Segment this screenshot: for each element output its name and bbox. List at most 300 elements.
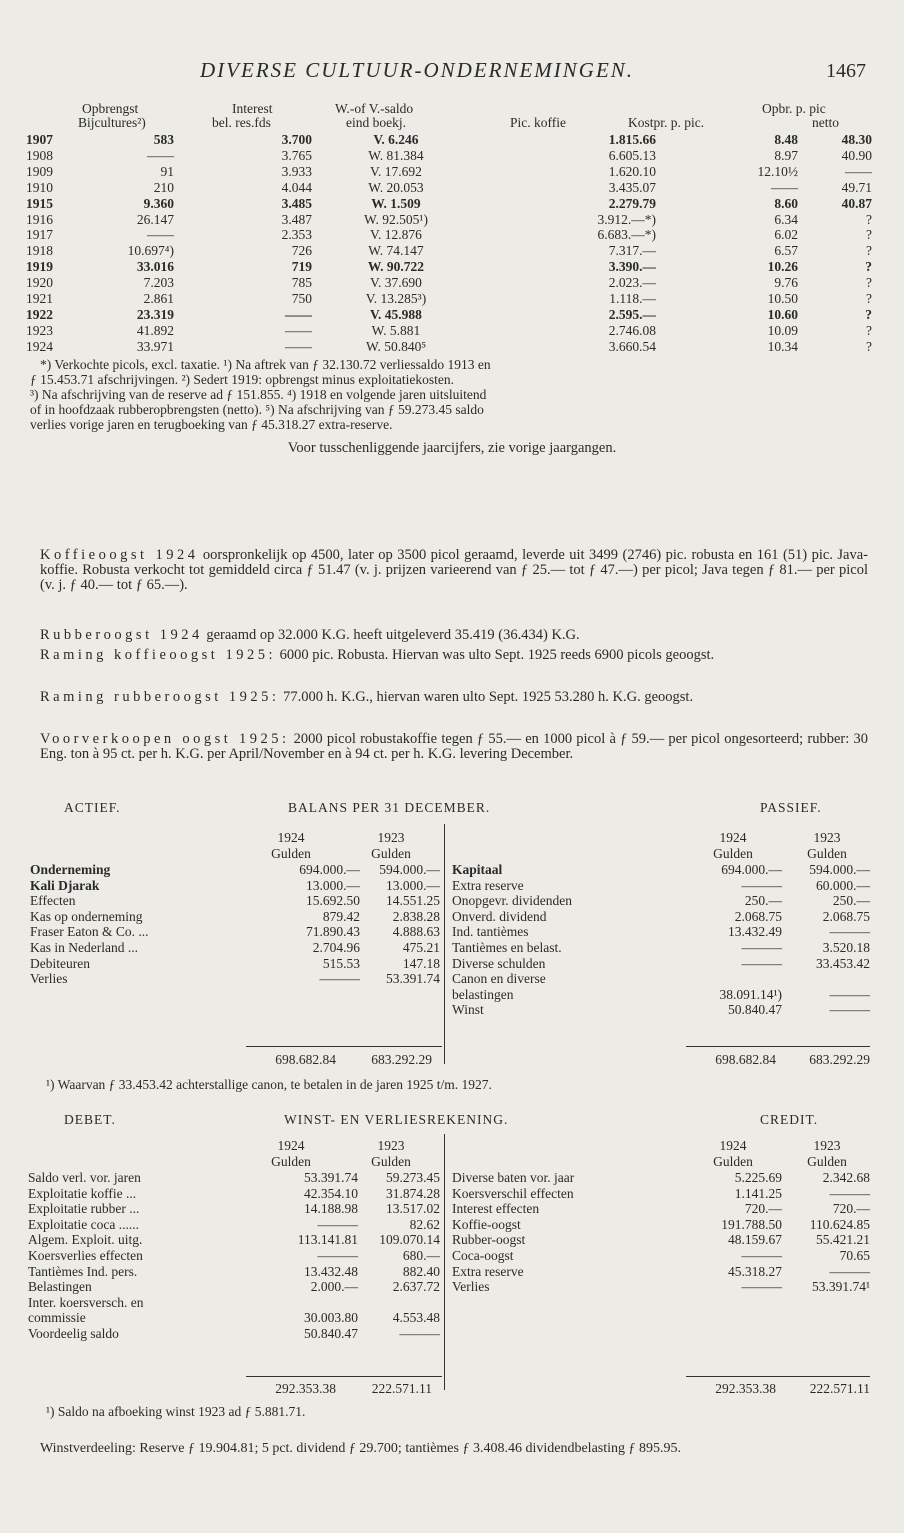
cell-value-year-b: ——— [829, 986, 870, 1002]
cell-kostprijs: 10.26 [767, 259, 798, 275]
cell-saldo: W. 74.147 [368, 243, 424, 259]
table-row [452, 1002, 870, 1018]
cell-label: commissie [28, 1310, 86, 1326]
cell-value-year-a: 2.704.96 [312, 939, 360, 955]
cell-bijcultures: —— [147, 147, 174, 163]
cell-label: Interest effecten [452, 1201, 540, 1217]
cell-label: Voordeelig saldo [28, 1325, 119, 1341]
table-row [30, 924, 440, 940]
cell-label: Extra reserve [452, 1263, 524, 1279]
balans-year-b: 1923 [377, 830, 405, 845]
col-head-bel-res: bel. res.fds [212, 115, 271, 130]
table-row [26, 196, 872, 212]
cell-pic-koffie: 1.118.— [609, 291, 656, 307]
cell-value-year-a: 250.— [744, 893, 782, 909]
cell-interest: 726 [291, 243, 312, 259]
cell-label: Verlies [30, 971, 68, 987]
cell-value-year-b: 31.874.28 [386, 1185, 440, 1201]
cell-kostprijs: 6.34 [774, 211, 798, 227]
cell-value-year-b [358, 1295, 440, 1311]
cell-interest: —— [285, 322, 312, 338]
table-row [26, 212, 872, 228]
winst-total-right-b: 222.571.11 [809, 1381, 870, 1396]
cell-saldo: W. 92.505¹) [364, 211, 428, 227]
cell-kostprijs: —— [771, 179, 798, 195]
cell-saldo: V. 17.692 [370, 163, 422, 179]
cell-value-year-b: 147.18 [402, 955, 440, 971]
cell-label: Canon en diverse [452, 971, 546, 987]
cell-label: Coca-oogst [452, 1247, 514, 1263]
cell-value-year-b: ——— [829, 1002, 870, 1018]
table-row [452, 909, 870, 925]
footnote-line: of in hoofdzaak rubberopbrengsten (netto). ⁵) Na afschrijving van ƒ 59.273.45 saldo [30, 402, 484, 417]
table-row [452, 940, 870, 956]
cell-value-year-b: 60.000.— [816, 877, 870, 893]
cell-value-year-a: 53.391.74 [304, 1170, 358, 1185]
balans-year-a: 1924 [277, 830, 305, 845]
cell-value-year-b: 882.40 [402, 1263, 440, 1279]
cell-value-year-a: ——— [741, 877, 782, 893]
balans-footnote: ¹) Waarvan ƒ 33.453.42 achterstallige canon, te betalen in de jaren 1925 t/m. 1927. [46, 1077, 492, 1092]
paragraph-text: geraamd op 32.000 K.G. heeft uitgeleverd 35.419 (36.434) K.G. [202, 627, 580, 643]
page-title: DIVERSE CULTUUR-ONDERNEMINGEN. [200, 58, 635, 82]
paragraph-text: oorspronkelijk op 4500, later op 3500 picol geraamd, leverde uit 3499 (2746) pic. robusta en 161 (51) pic. Java-koffie. Robusta verkocht tot gemiddeld circa ƒ 51.47 (v. j. prijzen varieerend van ƒ 25.— tot ƒ 47.—) per picol; Java tegen ƒ 81.— per picol (v. j. ƒ 40.— tot ƒ 65.—). [40, 547, 868, 594]
cell-bijcultures: 91 [160, 163, 174, 179]
cell-bijcultures: 10.697⁴) [127, 243, 174, 259]
cell-value-year-a: 13.432.48 [304, 1263, 358, 1279]
winstverdeeling: Winstverdeeling: Reserve ƒ 19.904.81; 5 pct. dividend ƒ 29.700; tantièmes ƒ 3.408.46 dividendbelasting ƒ 895.95. [40, 1441, 682, 1456]
balans-year-b-right: 1923 [813, 830, 841, 845]
winst-left-title: DEBET. [64, 1112, 116, 1127]
cell-value-year-b [782, 971, 870, 987]
winst-title: WINST- EN VERLIESREKENING. [284, 1112, 509, 1127]
winst-credit-table [452, 1170, 870, 1295]
cell-year: 1909 [26, 163, 53, 179]
table-row [28, 1279, 440, 1295]
table-row [26, 275, 872, 291]
cell-bijcultures: 23.319 [136, 306, 174, 322]
winst-debet-table [28, 1170, 440, 1342]
cell-value-year-a: ——— [741, 1247, 782, 1263]
cell-label: Onverd. dividend [452, 908, 547, 924]
cell-pic-koffie: 6.605.13 [608, 147, 656, 163]
cell-pic-koffie: 2.023.— [608, 275, 656, 291]
cell-opbrengst-netto: ? [866, 275, 872, 291]
col-head-interest: Interest [232, 101, 273, 116]
cell-pic-koffie: 2.595.— [608, 306, 656, 322]
table-row [452, 1170, 870, 1186]
balans-right-title: PASSIEF. [760, 800, 822, 815]
cell-pic-koffie: 3.660.54 [608, 338, 656, 354]
cell-year: 1910 [26, 179, 53, 195]
paragraph-text: 2000 picol robustakoffie tegen ƒ 55.— en 1000 picol à ƒ 59.— per picol ongesorteerd; rubber: 30 Eng. ton à 95 ct. per h. K.G. per April/November en à 94 ct. per h. K.G. levering December. [40, 731, 868, 763]
cell-pic-koffie: 2.746.08 [608, 322, 656, 338]
cell-value-year-a: 113.141.81 [297, 1232, 358, 1248]
cell-value-year-a: ——— [317, 1247, 358, 1263]
balans-unit-a-right: Gulden [713, 846, 753, 861]
cell-kostprijs: 9.76 [774, 275, 798, 291]
cell-interest: 3.765 [281, 147, 312, 163]
paragraph-lead: Koffieoogst 1924 [40, 547, 199, 563]
table-row [452, 1201, 870, 1217]
cell-value-year-b: 2.068.75 [822, 908, 870, 924]
table-row [28, 1295, 440, 1311]
paragraph-voorverkoopen [40, 732, 868, 762]
cell-value-year-b: ——— [399, 1325, 440, 1341]
table-row [452, 878, 870, 894]
cell-value-year-a: 694.000.— [299, 862, 360, 877]
intermediate-note: Voor tusschenliggende jaarcijfers, zie vorige jaargangen. [287, 440, 617, 456]
cell-value-year-b: ——— [829, 1185, 870, 1201]
cell-kostprijs: 8.60 [774, 195, 798, 211]
table-row [28, 1217, 440, 1233]
table-row [26, 291, 872, 307]
winst-total-right-a: 292.353.38 [715, 1381, 776, 1396]
cell-value-year-a: 13.000.— [306, 877, 360, 893]
cell-value-year-b: 720.— [832, 1201, 870, 1217]
paragraph-text: 6000 pic. Robusta. Hiervan was ulto Sept. 1925 reeds 6900 picols geoogst. [275, 647, 715, 663]
table-row [452, 924, 870, 940]
cell-saldo: W. 50.840⁵ [365, 338, 427, 354]
cell-label: Ind. tantièmes [452, 924, 529, 940]
cell-year: 1920 [26, 275, 53, 291]
winst-total-rule-right [686, 1376, 870, 1377]
winst-year-a-right: 1924 [719, 1138, 747, 1153]
cell-saldo: V. 37.690 [370, 275, 422, 291]
table-row [452, 956, 870, 972]
table-row [28, 1186, 440, 1202]
cell-bijcultures: 33.016 [136, 259, 174, 275]
footnote-line: verlies vorige jaren en terugboeking van ƒ 45.318.27 extra-reserve. [30, 417, 393, 432]
col-head-opbrengst: Opbrengst [82, 101, 139, 116]
cell-interest: —— [285, 306, 312, 322]
cell-kostprijs: 6.02 [774, 227, 798, 243]
balans-left-title: ACTIEF. [64, 800, 121, 815]
cell-year: 1918 [26, 243, 53, 259]
winst-total-left-a: 292.353.38 [275, 1381, 336, 1396]
cell-saldo: W. 20.053 [368, 179, 424, 195]
cell-value-year-a: 5.225.69 [734, 1170, 782, 1185]
cell-value-year-b: 4.888.63 [392, 924, 440, 940]
footnote-line: *) Verkochte picols, excl. taxatie. ¹) Na aftrek van ƒ 32.130.72 verliessaldo 1913 en [40, 357, 491, 372]
cell-label: Fraser Eaton & Co. ... [30, 924, 149, 940]
cell-bijcultures: 41.892 [136, 322, 174, 338]
page-number: 1467 [826, 60, 866, 82]
cell-value-year-a: 694.000.— [721, 862, 782, 877]
cell-interest: 3.487 [281, 211, 312, 227]
cell-value-year-b: 594.000.— [379, 862, 440, 877]
table-row [452, 862, 870, 878]
table-row [452, 1186, 870, 1202]
cell-bijcultures: 26.147 [136, 211, 174, 227]
production-table [26, 132, 872, 355]
cell-interest: 785 [291, 275, 312, 291]
paragraph-lead: Raming koffieoogst 1925: [40, 647, 276, 663]
cell-value-year-b: 82.62 [409, 1216, 440, 1232]
paragraph-lead: Voorverkoopen oogst 1925: [40, 731, 290, 747]
cell-bijcultures: 9.360 [143, 195, 174, 211]
table-row [28, 1310, 440, 1326]
winst-unit-a: Gulden [271, 1154, 311, 1169]
cell-saldo: V. 45.988 [370, 306, 422, 322]
cell-value-year-b: 4.553.48 [392, 1310, 440, 1326]
col-head-bijcultures: Bijcultures²) [78, 115, 146, 130]
winst-year-b: 1923 [377, 1138, 405, 1153]
cell-label: Kali Djarak [30, 877, 100, 893]
cell-value-year-b: 680.— [402, 1247, 440, 1263]
col-head-pic-koffie: Pic. koffie [510, 115, 566, 130]
cell-value-year-a [254, 1295, 358, 1311]
table-row [452, 971, 870, 987]
cell-bijcultures: 2.861 [143, 291, 174, 307]
balans-unit-a: Gulden [271, 846, 311, 861]
cell-value-year-a: 13.432.49 [728, 924, 782, 940]
table-row [28, 1201, 440, 1217]
cell-value-year-a: 191.788.50 [721, 1216, 782, 1232]
table-row [26, 323, 872, 339]
cell-pic-koffie: 7.317.— [608, 243, 656, 259]
winst-right-title: CREDIT. [760, 1112, 819, 1127]
cell-kostprijs: 6.57 [774, 243, 798, 259]
cell-label: Tantièmes en belast. [452, 939, 562, 955]
cell-saldo: V. 12.876 [370, 227, 422, 243]
cell-bijcultures: 33.971 [136, 338, 174, 354]
cell-year: 1908 [26, 147, 53, 163]
table-row [26, 339, 872, 355]
cell-label: Exploitatie coca ...... [28, 1216, 139, 1232]
balans-unit-b-right: Gulden [807, 846, 847, 861]
balans-divider [444, 824, 445, 1064]
cell-value-year-a: 2.000.— [310, 1279, 358, 1295]
table-row [30, 909, 440, 925]
cell-saldo: W. 1.509 [371, 195, 421, 211]
cell-kostprijs: 10.09 [767, 322, 798, 338]
cell-value-year-a: ——— [741, 1279, 782, 1295]
cell-interest: 750 [291, 291, 312, 307]
paragraph-lead: Raming rubberoogst 1925: [40, 689, 280, 705]
cell-label: Algem. Exploit. uitg. [28, 1232, 143, 1248]
cell-label: Kapitaal [452, 862, 503, 877]
cell-opbrengst-netto: ? [866, 243, 872, 259]
footnote-line: ³) Na afschrijving van de reserve ad ƒ 151.855. ⁴) 1918 en volgende jaren uitsluitend [30, 387, 487, 402]
winst-divider [444, 1134, 445, 1390]
cell-value-year-b: 2.838.28 [392, 908, 440, 924]
table-row [26, 180, 872, 196]
cell-bijcultures: 210 [153, 179, 174, 195]
cell-interest: 3.485 [281, 195, 312, 211]
cell-label: Effecten [30, 893, 76, 909]
paragraph-text: 77.000 h. K.G., hiervan waren ulto Sept. 1925 53.280 h. K.G. geoogst. [279, 689, 694, 705]
balans-title: BALANS PER 31 DECEMBER. [288, 800, 491, 815]
cell-value-year-a: 50.840.47 [728, 1002, 782, 1018]
table-row [452, 1232, 870, 1248]
cell-value-year-b: 250.— [832, 893, 870, 909]
balans-unit-b: Gulden [371, 846, 411, 861]
cell-saldo: W. 5.881 [371, 322, 421, 338]
cell-label: Exploitatie koffie ... [28, 1185, 137, 1201]
cell-pic-koffie: 1.620.10 [608, 163, 656, 179]
table-row [30, 971, 440, 987]
cell-year: 1907 [26, 132, 53, 147]
cell-value-year-b: 33.453.42 [816, 955, 870, 971]
cell-kostprijs: 8.97 [774, 147, 798, 163]
cell-value-year-b: ——— [829, 1263, 870, 1279]
cell-label: belastingen [452, 986, 514, 1002]
cell-value-year-a: 48.159.67 [728, 1232, 782, 1248]
winst-year-b-right: 1923 [813, 1138, 841, 1153]
cell-saldo: V. 13.285³) [365, 291, 427, 307]
cell-year: 1921 [26, 291, 53, 307]
cell-opbrengst-netto: ? [866, 338, 872, 354]
cell-opbrengst-netto: ? [866, 322, 872, 338]
cell-label: Koersverlies effecten [28, 1247, 143, 1263]
cell-year: 1915 [26, 195, 53, 211]
table-row [30, 878, 440, 894]
table-row [26, 164, 872, 180]
cell-value-year-a: 2.068.75 [734, 908, 782, 924]
cell-label: Winst [452, 1002, 484, 1018]
cell-saldo: W. 81.384 [368, 147, 424, 163]
cell-pic-koffie: 3.912.—*) [597, 211, 656, 227]
cell-value-year-b: 594.000.— [809, 862, 870, 877]
paragraph-koffieoogst [40, 548, 868, 594]
cell-pic-koffie: 2.279.79 [608, 195, 656, 211]
paragraph-raming-koffie [40, 648, 868, 663]
cell-interest: 3.700 [281, 132, 312, 147]
table-row [26, 259, 872, 275]
winst-total-left-b: 222.571.11 [371, 1381, 432, 1396]
cell-value-year-a: ——— [741, 955, 782, 971]
cell-bijcultures: —— [147, 227, 174, 243]
balans-total-rule-right [686, 1046, 870, 1047]
table-row [30, 956, 440, 972]
cell-kostprijs: 10.60 [767, 306, 798, 322]
cell-value-year-b: 70.65 [839, 1247, 870, 1263]
cell-label: Saldo verl. vor. jaren [28, 1170, 141, 1185]
cell-opbrengst-netto: 40.87 [841, 195, 872, 211]
cell-pic-koffie: 1.815.66 [608, 132, 656, 147]
cell-opbrengst-netto: 49.71 [841, 179, 872, 195]
cell-kostprijs: 10.50 [767, 291, 798, 307]
balans-total-rule-left [246, 1046, 442, 1047]
cell-label: Kas op onderneming [30, 908, 143, 924]
cell-opbrengst-netto: ? [866, 211, 872, 227]
table-row [452, 987, 870, 1003]
cell-pic-koffie: 3.390.— [608, 259, 656, 275]
table-row [26, 243, 872, 259]
winst-year-a: 1924 [277, 1138, 305, 1153]
cell-pic-koffie: 3.435.07 [608, 179, 656, 195]
cell-value-year-b: 3.520.18 [822, 939, 870, 955]
cell-year: 1924 [26, 338, 53, 354]
cell-label: Diverse schulden [452, 955, 546, 971]
cell-value-year-b: 53.391.74¹ [811, 1279, 870, 1295]
cell-opbrengst-netto: 48.30 [841, 132, 872, 147]
table-row [452, 1264, 870, 1280]
table-row [30, 862, 440, 878]
cell-pic-koffie: 6.683.—*) [597, 227, 656, 243]
cell-opbrengst-netto: ? [866, 291, 872, 307]
cell-value-year-a [684, 971, 782, 987]
cell-label: Exploitatie rubber ... [28, 1201, 140, 1217]
balans-total-right-b: 683.292.29 [809, 1052, 870, 1067]
cell-label: Kas in Nederland ... [30, 939, 138, 955]
cell-value-year-a: 1.141.25 [734, 1185, 782, 1201]
cell-value-year-b: 2.342.68 [822, 1170, 870, 1185]
cell-interest: 4.044 [281, 179, 312, 195]
cell-label: Onderneming [30, 862, 111, 877]
cell-kostprijs: 10.34 [767, 338, 798, 354]
cell-label: Extra reserve [452, 877, 524, 893]
table-row [30, 893, 440, 909]
cell-saldo: W. 90.722 [367, 259, 425, 275]
table-row [28, 1326, 440, 1342]
table-row [452, 1248, 870, 1264]
paragraph-raming-rubber [40, 690, 868, 705]
cell-value-year-b: 59.273.45 [386, 1170, 440, 1185]
col-head-netto: netto [812, 115, 839, 130]
cell-value-year-a: 515.53 [322, 955, 360, 971]
cell-opbrengst-netto: ? [865, 306, 872, 322]
cell-value-year-a: 38.091.14¹) [719, 986, 782, 1002]
cell-value-year-a: 71.890.43 [306, 924, 360, 940]
cell-value-year-a: ——— [741, 939, 782, 955]
balans-actief-table [30, 862, 440, 987]
cell-value-year-b: 109.070.14 [379, 1232, 440, 1248]
cell-opbrengst-netto: 40.90 [841, 147, 872, 163]
cell-interest: 719 [291, 259, 312, 275]
cell-opbrengst-netto: ? [866, 227, 872, 243]
cell-value-year-b: 13.000.— [386, 877, 440, 893]
cell-value-year-a: ——— [319, 971, 360, 987]
table-row [452, 1279, 870, 1295]
cell-label: Rubber-oogst [452, 1232, 526, 1248]
cell-value-year-b: 2.637.72 [392, 1279, 440, 1295]
cell-value-year-b: 55.421.21 [816, 1232, 870, 1248]
table-row [26, 227, 872, 243]
cell-value-year-a: 30.003.80 [304, 1310, 358, 1326]
table-row [28, 1264, 440, 1280]
col-head-saldo: W.-of V.-saldo [335, 101, 414, 116]
cell-value-year-b: 13.517.02 [386, 1201, 440, 1217]
table-row [28, 1232, 440, 1248]
col-head-opbr-pic: Opbr. p. pic [762, 101, 826, 116]
table-row [26, 132, 872, 148]
cell-value-year-b: 14.551.25 [386, 893, 440, 909]
table-row [28, 1170, 440, 1186]
cell-year: 1922 [26, 306, 53, 322]
paragraph-lead: Rubberoogst 1924 [40, 627, 203, 643]
cell-kostprijs: 12.10½ [757, 163, 798, 179]
cell-value-year-b: 110.624.85 [809, 1216, 870, 1232]
table-row [452, 1217, 870, 1233]
cell-value-year-a: 720.— [744, 1201, 782, 1217]
cell-year: 1917 [26, 227, 53, 243]
table-row [26, 307, 872, 323]
cell-value-year-a: 42.354.10 [304, 1185, 358, 1201]
cell-value-year-a: 879.42 [322, 908, 360, 924]
cell-interest: 2.353 [281, 227, 312, 243]
cell-bijcultures: 7.203 [143, 275, 174, 291]
footnote-line: ƒ 15.453.71 afschrijvingen. ²) Sedert 1919: opbrengst minus exploitatiekosten. [30, 372, 454, 387]
cell-value-year-a: 14.188.98 [304, 1201, 358, 1217]
winst-unit-b: Gulden [371, 1154, 411, 1169]
cell-saldo: V. 6.246 [373, 132, 419, 147]
cell-opbrengst-netto: ? [865, 259, 872, 275]
cell-label: Verlies [452, 1279, 490, 1295]
paragraph-rubberoogst [40, 628, 868, 643]
col-head-eind-boekj: eind boekj. [346, 115, 406, 130]
